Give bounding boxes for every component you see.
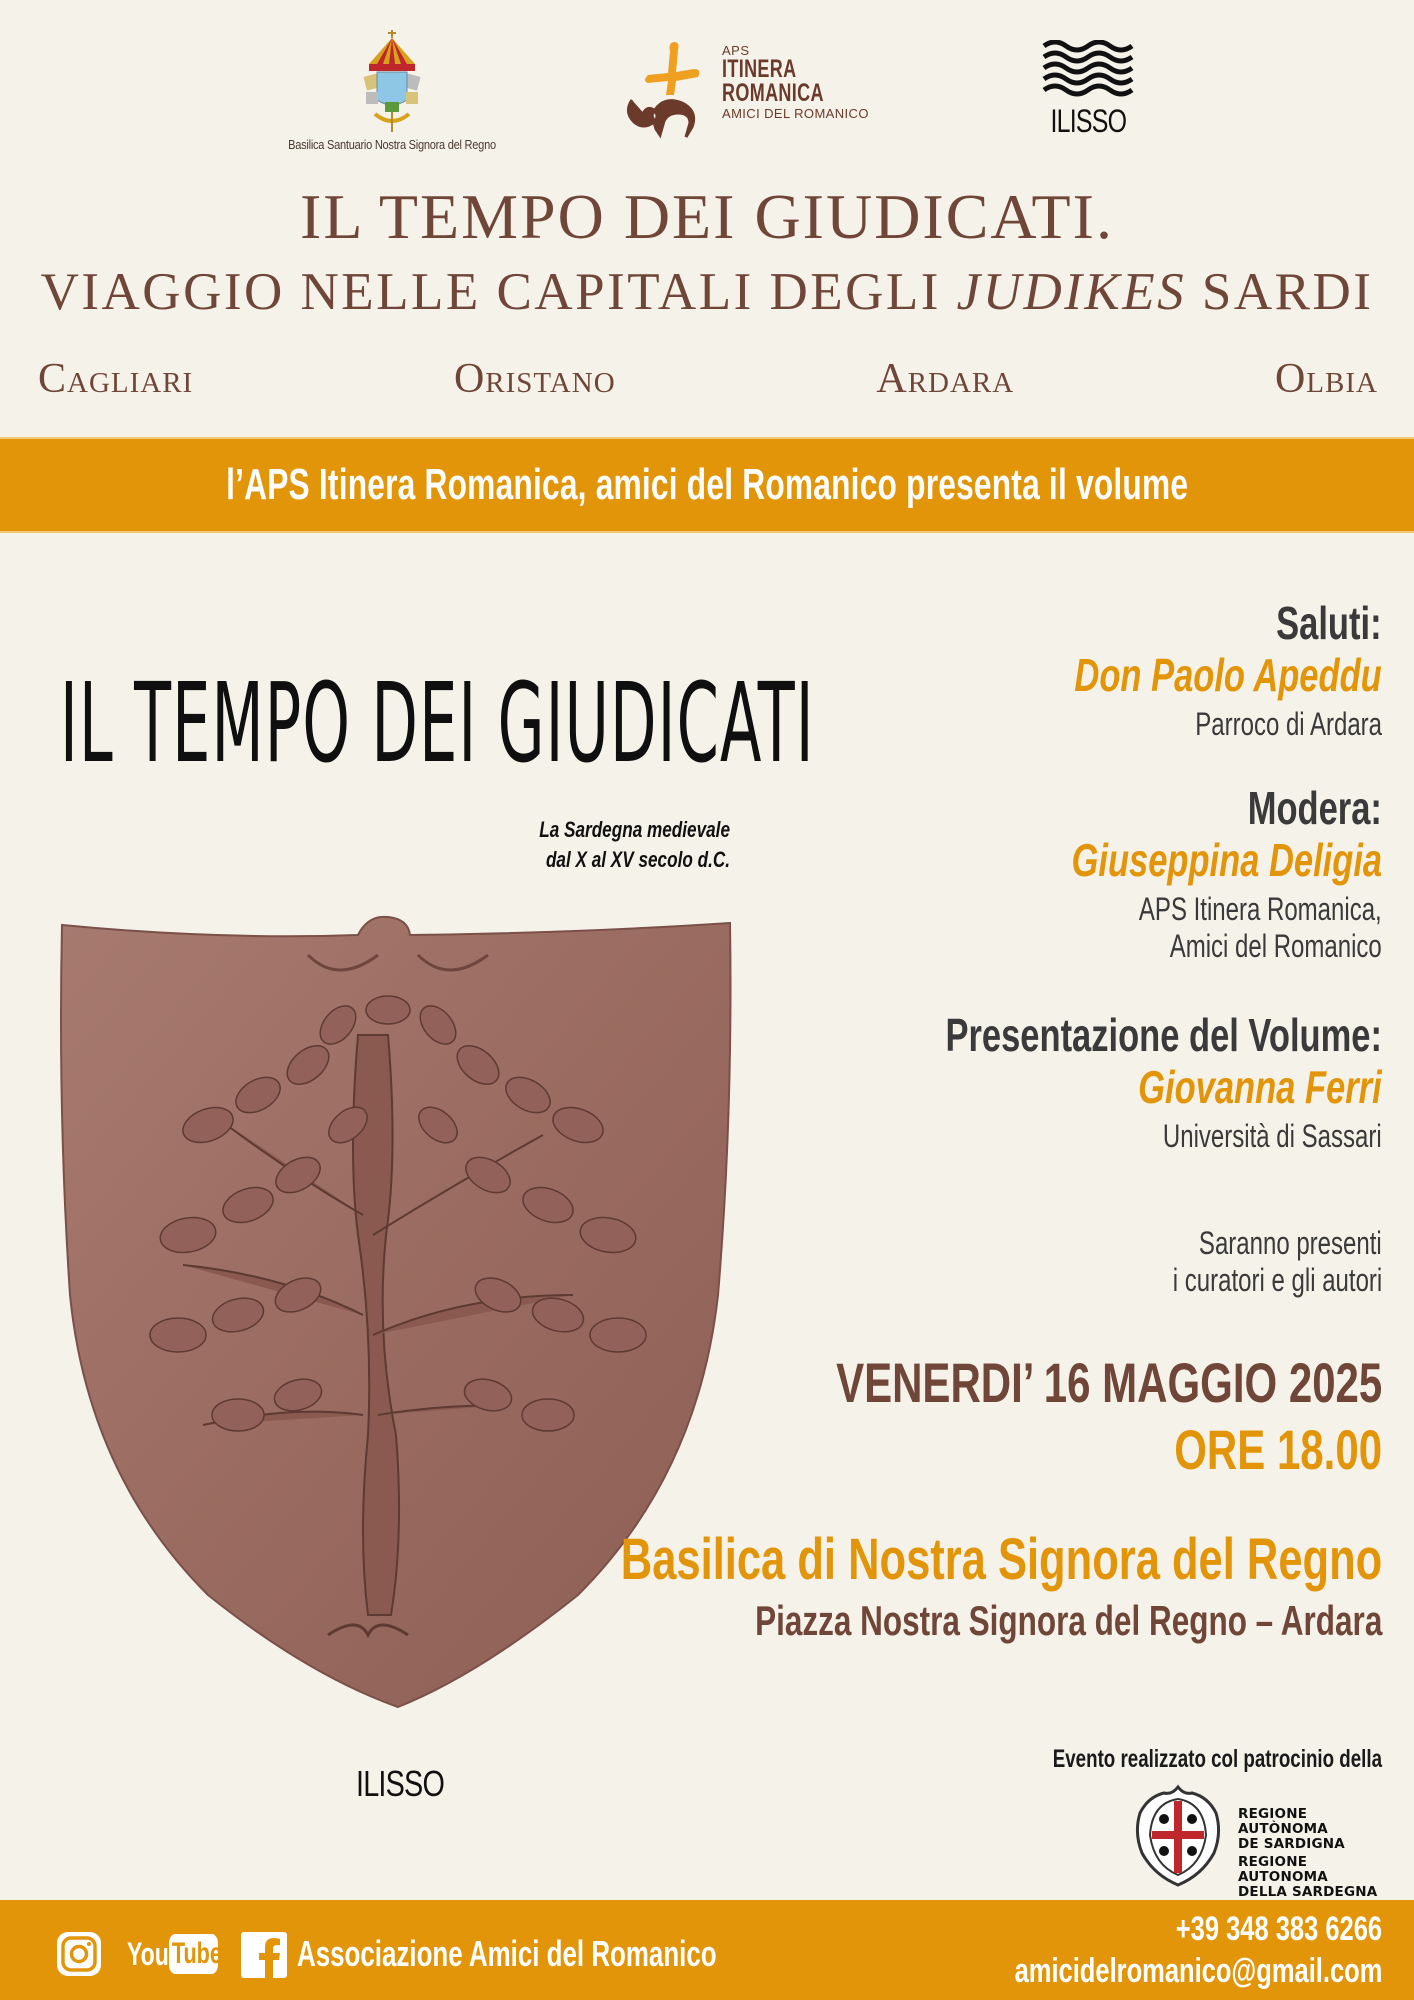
book-subtitle xyxy=(420,815,730,875)
modera-role-line1: APS Itinera Romanica, xyxy=(1139,891,1382,927)
cities-list xyxy=(38,355,1378,403)
event-venue: Basilica di Nostra Signora del Regno xyxy=(620,1527,1382,1592)
basilica-crest-icon xyxy=(357,30,427,135)
itinera-aps: APS xyxy=(722,43,750,58)
regione-line3: REGIONE AUTONOMA xyxy=(1238,1854,1328,1885)
modera-name: Giuseppina Deligia xyxy=(1071,834,1382,886)
city-oristano: Oristano xyxy=(453,356,616,402)
saluti-name: Don Paolo Apeddu xyxy=(1074,649,1382,701)
itinera-line1: ITINERA xyxy=(722,55,797,83)
event-time: ORE 18.00 xyxy=(1174,1418,1382,1481)
presentazione-label: Presentazione del Volume: xyxy=(945,1009,1382,1061)
note-line2: i curatori e gli autori xyxy=(1172,1261,1382,1298)
basilica-logo xyxy=(262,30,522,160)
subtitle-post: SARDI xyxy=(1186,263,1374,321)
modera-block xyxy=(968,782,1382,965)
presentazione-role: Università di Sassari xyxy=(1163,1118,1382,1154)
instagram-icon[interactable] xyxy=(55,1930,103,1978)
regione-text xyxy=(1238,1807,1398,1900)
modera-role-line2: Amici del Romanico xyxy=(1169,927,1382,964)
book-title: IL TEMPO DEI GIUDICATI xyxy=(60,659,815,787)
waves-icon xyxy=(1042,40,1134,102)
regione-sardegna-logo xyxy=(1128,1783,1398,1900)
youtube-you: You xyxy=(127,1935,169,1972)
itinera-wordmark xyxy=(722,44,869,120)
patronage-text xyxy=(943,1745,1382,1774)
book-subtitle-line2: dal X al XV secolo d.C. xyxy=(545,847,730,872)
presenter-banner xyxy=(0,437,1414,533)
itinera-romanica-logo xyxy=(622,40,892,145)
youtube-tube: Tube xyxy=(169,1934,218,1974)
itinera-line3: AMICI DEL ROMANICO xyxy=(722,106,869,121)
subtitle-pre: VIAGGIO NELLE CAPITALI DEGLI xyxy=(40,263,957,321)
event-date: VENERDI’ 16 MAGGIO 2025 xyxy=(835,1351,1382,1414)
main-title: IL TEMPO DEI GIUDICATI. xyxy=(300,181,1114,252)
event-datetime xyxy=(654,1350,1382,1482)
contact-phone[interactable]: +39 348 383 6266 xyxy=(1175,1910,1382,1948)
itinera-line2: ROMANICA xyxy=(722,79,824,107)
cross-swirl-icon xyxy=(622,40,712,140)
subtitle-italic: JUDIKES xyxy=(956,263,1187,321)
saluti-role: Parroco di Ardara xyxy=(1195,706,1382,742)
publisher-label: ILISSO xyxy=(356,1763,445,1804)
sardinia-coat-of-arms-icon xyxy=(1128,1783,1228,1888)
ilisso-logo xyxy=(1040,40,1135,140)
presentazione-block xyxy=(800,1009,1382,1155)
presenter-banner-text: l’APS Itinera Romanica, amici del Romanico presenta il volume xyxy=(225,460,1189,509)
contact-email[interactable]: amicidelromanico@gmail.com xyxy=(1014,1952,1382,1990)
note-block xyxy=(1103,1225,1382,1299)
facebook-icon[interactable] xyxy=(241,1930,287,1978)
event-location xyxy=(367,1526,1382,1645)
city-olbia: Olbia xyxy=(1274,356,1378,402)
ilisso-label: ILISSO xyxy=(1050,103,1127,139)
city-cagliari: Cagliari xyxy=(38,356,194,402)
city-ardara: Ardara xyxy=(876,356,1015,402)
facebook-page-name[interactable]: Associazione Amici del Romanico xyxy=(297,1933,717,1974)
regione-line1: REGIONE AUTÒNOMA xyxy=(1238,1806,1328,1837)
basilica-caption: Basilica Santuario Nostra Signora del Regno xyxy=(288,137,496,152)
presentazione-name: Giovanna Ferri xyxy=(1138,1061,1382,1113)
regione-line2: DE SARDIGNA xyxy=(1238,1836,1345,1852)
saluti-label: Saluti: xyxy=(1276,597,1382,649)
modera-label: Modera: xyxy=(1247,782,1382,834)
patronage-text-label: Evento realizzato col patrocinio della xyxy=(1052,1745,1382,1773)
note-line1: Saranno presenti xyxy=(1199,1225,1382,1261)
social-links xyxy=(55,1930,880,1978)
event-address: Piazza Nostra Signora del Regno – Ardara xyxy=(754,1597,1382,1644)
footer-bar xyxy=(0,1900,1414,2000)
youtube-icon[interactable] xyxy=(127,1934,237,1974)
contact-info xyxy=(892,1908,1382,1992)
book-subtitle-line1: La Sardegna medievale xyxy=(539,817,730,842)
subtitle xyxy=(0,262,1414,322)
saluti-block xyxy=(972,597,1382,743)
regione-line4: DELLA SARDEGNA xyxy=(1238,1884,1378,1900)
